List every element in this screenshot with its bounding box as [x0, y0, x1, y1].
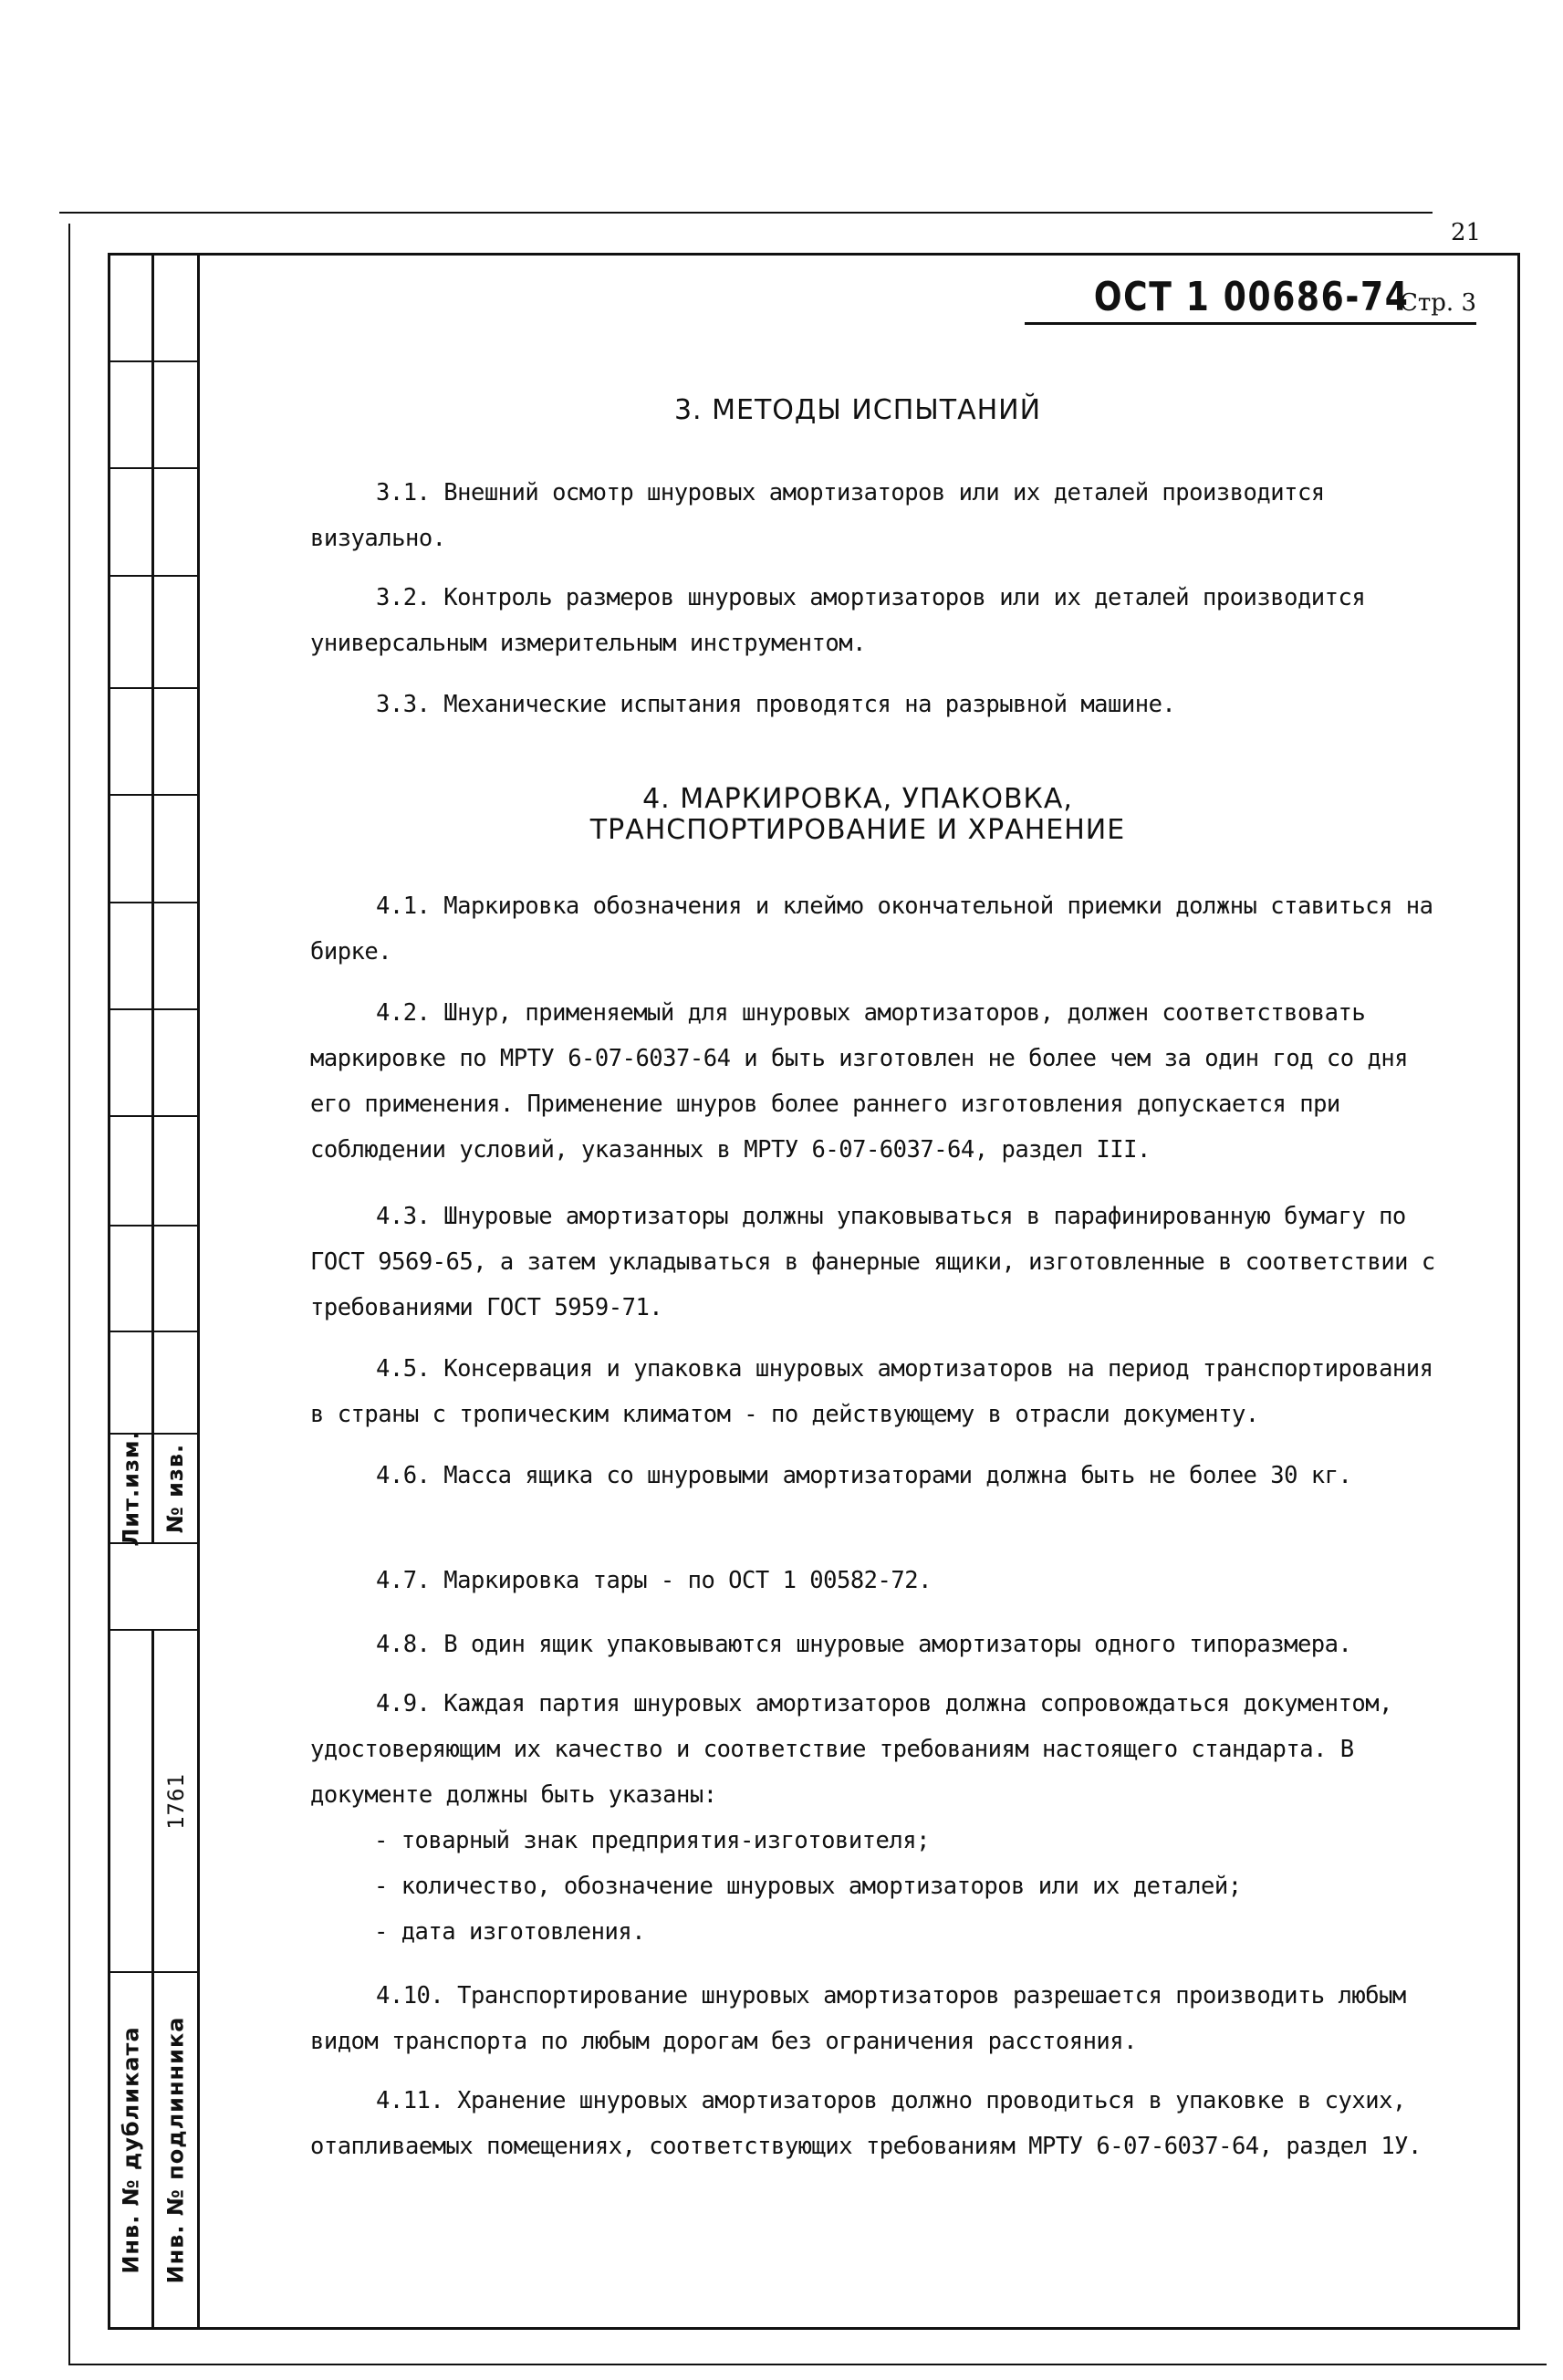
paragraph-3-3: 3.3. Механические испытания проводятся на разрывной машине. — [376, 691, 1176, 718]
paragraph-3-1: 3.1. Внешний осмотр шнуровых амортизаторов или их деталей производится визуально. — [310, 479, 1325, 552]
side-grid-line — [108, 1331, 199, 1332]
paragraph-4-1: 4.1. Маркировка обозначения и клеймо окончательной приемки должны ставиться на бирке. — [310, 892, 1433, 966]
paragraph-4-9: 4.9. Каждая партия шнуровых амортизаторов должна сопровождаться документом, удостоверяющим их качество и соответствие требованиям настоящего стандарта. В документе должны быть указаны: — [310, 1690, 1392, 1809]
sidebar-inv-podlinnika: Инв. № подлинника — [162, 2016, 189, 2284]
side-grid-line — [108, 794, 199, 796]
side-grid-line — [108, 467, 199, 469]
frame-left-mid — [151, 253, 154, 1544]
side-grid-line — [108, 1225, 199, 1227]
paragraph-3-2: 3.2. Контроль размеров шнуровых амортизаторов или их деталей производится универсальным измерительным инструментом. — [310, 584, 1366, 657]
list-item: - количество, обозначение шнуровых амортизаторов или их деталей; — [374, 1873, 1242, 1900]
sidebar-inv-dublikata: Инв. № дубликата — [118, 2026, 144, 2274]
frame-right — [1517, 253, 1520, 2329]
sidebar-inv-podlinnika-cell — [154, 1973, 197, 2327]
paragraph-4-3: 4.3. Шнуровые амортизаторы должны упаковываться в парафинированную бумагу по ГОСТ 9569-65, а затем укладываться в фанерные ящики, изготовленные в соответствии с требованиями ГОСТ 5959-71. — [310, 1203, 1435, 1321]
top-rule — [59, 212, 1433, 214]
paragraph-4-5: 4.5. Консервация и упаковка шнуровых амортизаторов на период транспортирования в страны с тропическим климатом - по действующему в отрасли документу. — [310, 1355, 1433, 1428]
section-3-title: 3. МЕТОДЫ ИСПЫТАНИЙ — [673, 394, 1042, 426]
sidebar-inv-no: 1761 — [162, 1772, 189, 1830]
sidebar-inv-no-cell — [154, 1631, 197, 1971]
frame-top — [108, 253, 1520, 256]
side-grid-line — [108, 902, 199, 903]
frame-left-inner — [197, 253, 200, 2329]
paragraph-4-8: 4.8. В один ящик упаковываются шнуровые амортизаторы одного типоразмера. — [376, 1631, 1352, 1658]
sidebar-lit-izm-cell — [110, 1430, 151, 1547]
standard-code: ОСТ 1 00686-74 — [1093, 274, 1410, 320]
page-label: Стр. 3 — [1400, 289, 1476, 317]
list-item: - дата изготовления. — [374, 1918, 646, 1946]
page-bottom-rule — [68, 2364, 1547, 2365]
sidebar-lit-izm: Лит.изм. — [118, 1430, 144, 1547]
paragraph-4-6: 4.6. Масса ящика со шнуровыми амортизаторами должна быть не более 30 кг. — [376, 1462, 1352, 1489]
side-grid-line — [108, 575, 199, 577]
sidebar-inv-dublikata-cell — [110, 1973, 151, 2327]
side-grid-line — [108, 1115, 199, 1117]
section-4-title-line-2: ТРАНСПОРТИРОВАНИЕ И ХРАНЕНИЕ — [589, 814, 1126, 846]
standard-number — [1025, 274, 1476, 325]
page-left-rule — [68, 224, 70, 2365]
section-4-title-line-1: 4. МАРКИРОВКА, УПАКОВКА, — [642, 783, 1073, 815]
sidebar-no-izv-cell — [154, 1435, 197, 1542]
paragraph-4-11: 4.11. Хранение шнуровых амортизаторов должно проводиться в упаковке в сухих, отапливаемых помещениях, соответствующих требованиям МРТУ 6-07-6037-64, раздел 1У. — [310, 2087, 1422, 2160]
sidebar-no-izv: № изв. — [162, 1443, 189, 1534]
side-grid-line — [108, 687, 199, 689]
frame-bottom — [108, 2327, 1520, 2330]
paragraph-4-7: 4.7. Маркировка тары - по ОСТ 1 00582-72. — [376, 1567, 932, 1594]
list-item: - товарный знак предприятия-изготовителя; — [374, 1827, 930, 1854]
page-number: 21 — [1451, 219, 1482, 246]
document-requirements-list — [374, 1818, 1451, 1955]
paragraph-4-2: 4.2. Шнур, применяемый для шнуровых амортизаторов, должен соответствовать маркировке по МРТУ 6-07-6037-64 и быть изготовлен не более чем за один год со дня его применения. Применение шнуров более раннего изготовления допускается при соблюдении условий, указанных в МРТУ 6-07-6037-64, раздел III. — [310, 999, 1409, 1164]
paragraph-4-10: 4.10. Транспортирование шнуровых амортизаторов разрешается производить любым видом транспорта по любым дорогам без ограничения расстояния. — [310, 1982, 1406, 2055]
side-grid-line — [108, 1008, 199, 1010]
side-grid-line — [108, 360, 199, 362]
